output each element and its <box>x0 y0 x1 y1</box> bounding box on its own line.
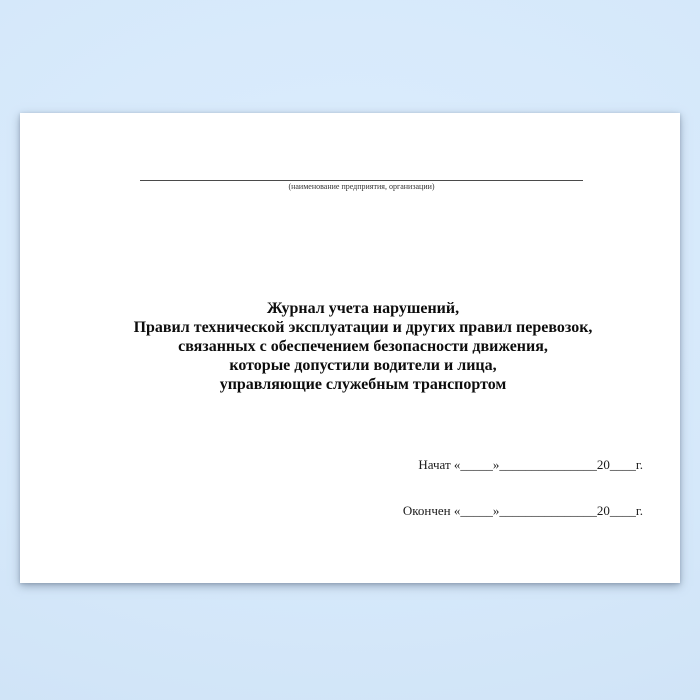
journal-title-line: которые допустили водители и лица, <box>229 357 497 374</box>
org-name-caption: (наименование предприятия, организации) <box>288 182 435 191</box>
journal-cover-page <box>20 113 680 583</box>
started-date-line: Начат «_____»_______________20____г. <box>418 457 643 472</box>
journal-title-line: Журнал учета нарушений, <box>266 300 460 317</box>
journal-title-line: Правил технической эксплуатации и других правил перевозок, <box>133 319 593 336</box>
finished-date-line: Окончен «_____»_______________20____г. <box>402 503 643 518</box>
journal-title-line: управляющие служебным транспортом <box>219 376 507 393</box>
org-name-block <box>140 180 583 192</box>
journal-title <box>46 299 680 394</box>
journal-title-line: связанных с обеспечением безопасности движения, <box>178 338 548 355</box>
org-name-blank-line <box>140 180 583 181</box>
